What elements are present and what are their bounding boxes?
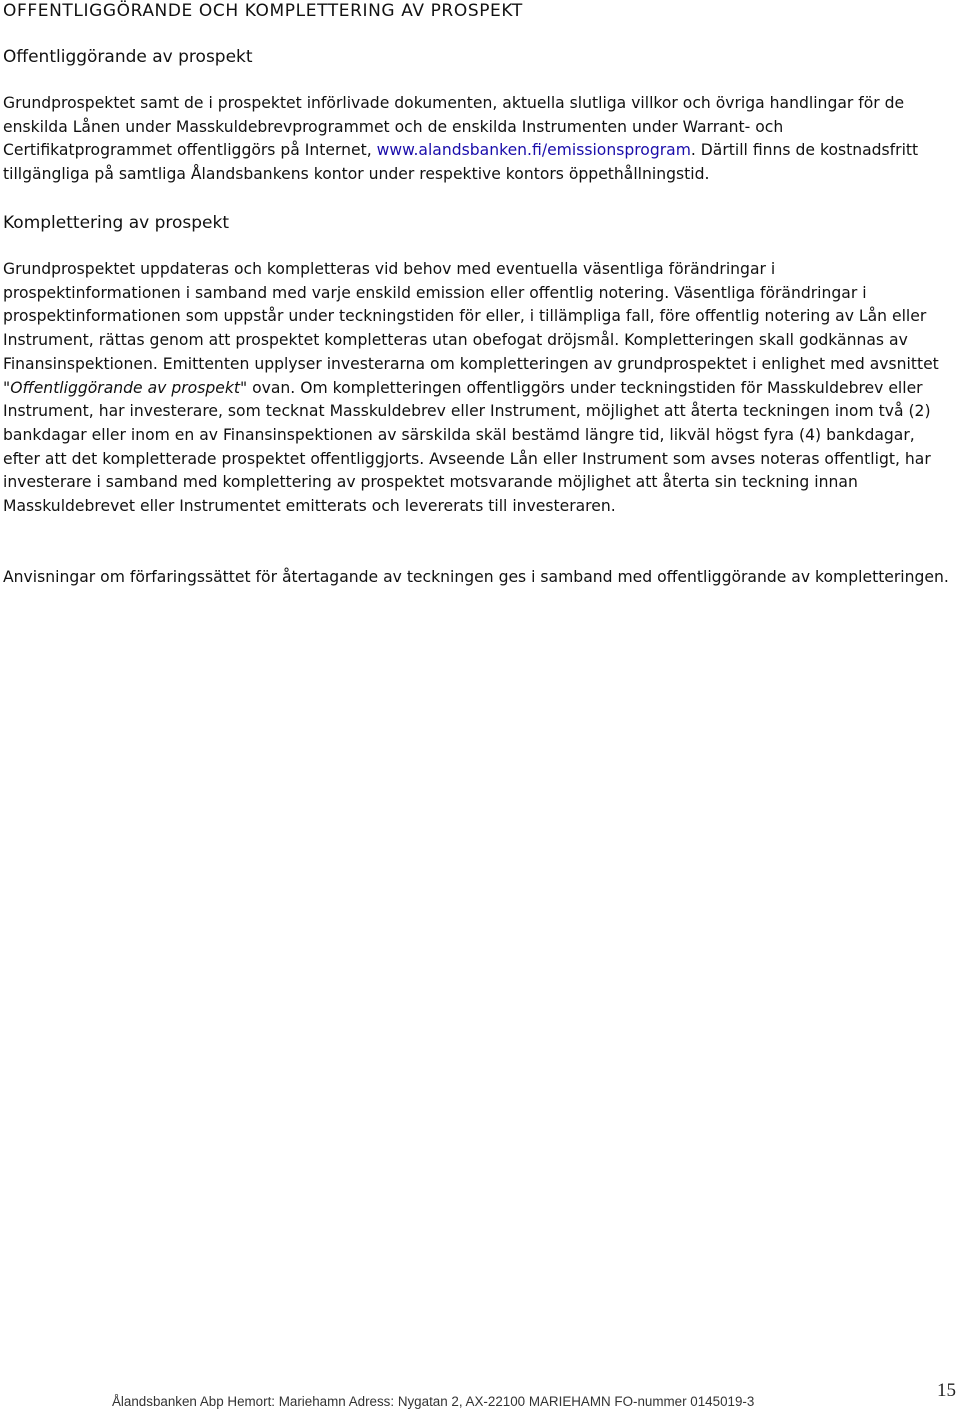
document-title: OFFENTLIGGÖRANDE OCH KOMPLETTERING AV PROSPEKT bbox=[3, 1, 523, 21]
footer-company-info: Ålandsbanken Abp Hemort: Mariehamn Adress: Nygatan 2, AX-22100 MARIEHAMN FO-nummer 0145019-3 bbox=[112, 1394, 755, 1409]
paragraph-komplettering bbox=[3, 258, 955, 519]
paragraph-text: . Därtill finns de kostnadsfritt tillgängliga på samtliga Ålandsbankens kontor under respektive kontors öppethållningstid. bbox=[3, 141, 919, 184]
page-number: 15 bbox=[937, 1380, 956, 1401]
paragraph-anvisningar: Anvisningar om förfaringssättet för återtagande av teckningen ges i samband med offentliggörande av kompletteringen. bbox=[3, 568, 949, 586]
paragraph-offentliggorande bbox=[3, 92, 955, 187]
section-heading-offentliggorande: Offentliggörande av prospekt bbox=[3, 47, 253, 67]
paragraph-text: Grundprospektet samt de i prospektet införlivade dokumenten, aktuella slutliga villkor och övriga handlingar för de enskilda Lånen under Masskuldebrevprogrammet och de enskilda Instrumenten under Warrant- och Certifikatprogrammet offentliggörs på Internet, bbox=[3, 94, 905, 160]
paragraph-text: Grundprospektet uppdateras och kompletteras vid behov med eventuella väsentliga förändringar i prospektinformationen i samband med varje enskild emission eller offentlig notering. Väsentliga förändringar i prospektinformationen som uppstår under teckningstiden för eller, i tillämpliga fall, före offentlig notering av Lån eller Instrument, rättas genom att prospektet kompletteras utan obefogat dröjsmål. Kompletteringen skall godkännas av Finansinspektionen. Emittenten upplyser investerarna om kompletteringen av grundprospektet i enlighet med avsnittet " bbox=[3, 260, 939, 397]
emission-program-link[interactable]: www.alandsbanken.fi/emissionsprogram bbox=[376, 141, 691, 160]
italic-reference: Offentliggörande av prospekt bbox=[10, 378, 240, 397]
paragraph-text: " ovan. Om kompletteringen offentliggörs under teckningstiden för Masskuldebrev eller Instrument, har investerare, som tecknat Masskuldebrev eller Instrument, möjlighet att återta teckningen inom två (2) bankdagar eller inom en av Finansinspektionen av särskilda skäl bestämd längre tid, likväl högst fyra (4) bankdagar, efter att det kompletterade prospektet offentliggjorts. Avseende Lån eller Instrument som avses noteras offentligt, har investerare i samband med komplettering av prospektet motsvarande möjlighet att återta sin teckning innan Masskuldebrevet eller Instrumentet emitterats och levererats till investeraren. bbox=[3, 378, 931, 516]
section-heading-komplettering: Komplettering av prospekt bbox=[3, 213, 230, 233]
